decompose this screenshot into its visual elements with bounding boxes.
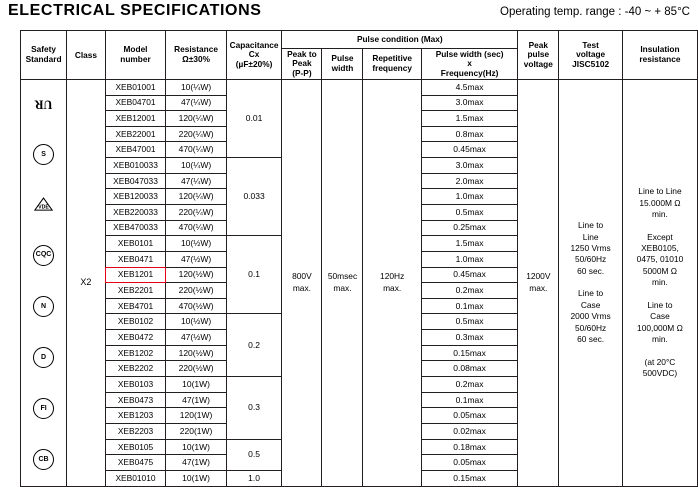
model-number-cell[interactable]: XEB12001 (105, 111, 166, 127)
model-number-cell[interactable]: XEB22001 (105, 126, 166, 142)
header-repetitive-frequency-line-1: Repetitive (372, 53, 412, 64)
test-voltage-value-line: Line to (578, 288, 604, 299)
pulse-width-frequency-cell: 0.25max (421, 220, 517, 236)
header-pw-freq-line-2: x (467, 58, 472, 69)
header-capacitance (226, 31, 281, 80)
header-model-number (105, 31, 166, 80)
resistance-cell: 10(1W) (166, 439, 227, 455)
header-pw-freq-line-1: Pulse width (sec) (435, 48, 504, 59)
insulation-resistance-value-line: min. (652, 333, 668, 344)
repetitive-frequency-value (363, 80, 421, 487)
pulse-width-frequency-cell: 0.02max (421, 423, 517, 439)
table-row[interactable] (21, 80, 698, 96)
resistance-cell: 120(1W) (166, 408, 227, 424)
capacitance-cell: 0.1 (226, 236, 281, 314)
capacitance-cell: 0.033 (226, 157, 281, 235)
class-value (67, 80, 106, 487)
insulation-resistance-value-line: (at 20°C (644, 356, 676, 367)
pulse-width-frequency-cell: 3.0max (421, 95, 517, 111)
insulation-resistance-value-line: Case (650, 311, 670, 322)
header-repetitive-frequency-line-2: frequency (372, 63, 412, 73)
resistance-cell: 120(¼W) (166, 111, 227, 127)
insulation-resistance-value-line: Line to Line (638, 186, 682, 197)
test-voltage-value-line: Line to (578, 220, 604, 231)
pulse-width-frequency-cell: 0.18max (421, 439, 517, 455)
repetitive-frequency-value-line: 120Hz (380, 271, 405, 282)
header-peak-pulse-voltage (518, 31, 559, 80)
insulation-resistance-value-line (623, 288, 697, 299)
header-insulation-resistance (622, 31, 697, 80)
model-number-cell[interactable]: XEB2202 (105, 361, 166, 377)
insulation-resistance-value-line: 15.000M Ω (639, 197, 681, 208)
header-resistance-line-1: Resistance (174, 44, 218, 55)
repetitive-frequency-value-line: max. (383, 282, 402, 293)
svg-text:UR: UR (34, 96, 53, 111)
model-number-cell[interactable]: XEB01001 (105, 80, 166, 96)
ccc-icon: CQC (33, 245, 54, 266)
resistance-cell: 120(½W) (166, 345, 227, 361)
test-voltage-value-line: 60 sec. (577, 333, 605, 344)
resistance-cell: 120(½W) (166, 267, 227, 283)
header-safety-standard (21, 31, 67, 80)
pulse-width-frequency-cell: 0.05max (421, 455, 517, 471)
resistance-cell: 220(½W) (166, 283, 227, 299)
class-value-text: X2 (80, 277, 92, 288)
insulation-resistance-value-line: XEB0105, (641, 243, 679, 254)
test-voltage-value-line: 50/60Hz (575, 322, 607, 333)
header-capacitance-line-2: Cx (248, 49, 260, 60)
header-insulation-resistance-line-1: Insulation (640, 44, 680, 55)
header-resistance-line-2: Ω±30% (182, 54, 210, 64)
fimko-icon: FI (33, 398, 54, 419)
header-model-number-line-1: Model (123, 44, 148, 55)
capacitance-cell: 1.0 (226, 471, 281, 487)
pulse-width-frequency-cell: 1.0max (421, 251, 517, 267)
header-repetitive-frequency (363, 49, 421, 80)
header-test-voltage-line-1: Test (582, 39, 599, 50)
model-number-cell[interactable]: XEB0103 (105, 376, 166, 392)
insulation-resistance-value-line: 0475, 01010 (636, 254, 684, 265)
peak-pulse-voltage-value-line: 1200V (526, 271, 551, 282)
header-test-voltage-line-3: JISC5102 (572, 58, 610, 69)
vde-icon (34, 195, 53, 214)
pulse-width-frequency-cell: 0.45max (421, 142, 517, 158)
header-insulation-resistance-line-2: resistance (639, 54, 681, 64)
header-safety-standard-line-1: Safety (31, 44, 57, 55)
peak-to-peak-value (282, 80, 322, 487)
model-number-cell[interactable]: XEB0105 (105, 439, 166, 455)
pulse-width-value-line: 50msec (327, 271, 358, 282)
resistance-cell: 10(½W) (166, 236, 227, 252)
model-number-cell[interactable]: XEB1201 (105, 267, 166, 283)
insulation-resistance-value-line (623, 345, 697, 356)
header-peak-to-peak-line-3: (P-P) (292, 67, 312, 78)
header-peak-to-peak-line-2: Peak (292, 58, 312, 69)
capacitance-cell: 0.3 (226, 376, 281, 439)
pulse-width-frequency-cell: 4.5max (421, 80, 517, 96)
model-number-cell[interactable]: XEB0475 (105, 455, 166, 471)
header-test-voltage-line-2: voltage (576, 49, 606, 60)
pulse-width-frequency-cell: 1.5max (421, 236, 517, 252)
model-number-cell[interactable]: XEB2203 (105, 423, 166, 439)
safety-standard-icons (21, 80, 67, 487)
resistance-cell: 10(¼W) (166, 80, 227, 96)
pulse-width-frequency-cell: 0.05max (421, 408, 517, 424)
svg-text:VDE: VDE (38, 204, 49, 211)
test-voltage-value-line: 1250 Vrms (570, 243, 611, 254)
header-pulse-width-line-2: width (331, 63, 354, 73)
operating-temp-range: Operating temp. range : -40 ~ + 85°C (500, 6, 690, 18)
model-number-cell[interactable]: XEB470033 (105, 220, 166, 236)
resistance-cell: 220(¼W) (166, 126, 227, 142)
insulation-resistance-value-line: 5000M Ω (642, 265, 678, 276)
header-peak-pulse-voltage-line-2: pulse (527, 49, 550, 60)
page-title: ELECTRICAL SPECIFICATIONS (8, 2, 262, 19)
insulation-resistance-value-line: Line to (647, 299, 673, 310)
header-pulse-condition: Pulse condition (Max) (282, 31, 518, 49)
insulation-resistance-value-line (623, 220, 697, 231)
header-safety-standard-line-2: Standard (25, 54, 62, 64)
pulse-width-value (322, 80, 363, 487)
peak-to-peak-value-line: 800V (292, 271, 312, 282)
resistance-cell: 10(1W) (166, 471, 227, 487)
demko-icon: D (33, 347, 54, 368)
test-voltage-value-line (559, 277, 622, 288)
pulse-width-frequency-cell: 2.0max (421, 173, 517, 189)
pulse-width-frequency-cell: 0.2max (421, 376, 517, 392)
test-voltage-value-line: 2000 Vrms (570, 311, 611, 322)
model-number-cell[interactable]: XEB010033 (105, 157, 166, 173)
cb-icon: CB (33, 449, 54, 470)
model-number-cell[interactable]: XEB0471 (105, 251, 166, 267)
model-number-cell[interactable]: XEB1203 (105, 408, 166, 424)
resistance-cell: 47(1W) (166, 392, 227, 408)
resistance-cell: 220(1W) (166, 423, 227, 439)
pulse-width-frequency-cell: 0.5max (421, 204, 517, 220)
peak-pulse-voltage-value-line: max. (529, 282, 548, 293)
pulse-width-frequency-cell: 0.2max (421, 283, 517, 299)
resistance-cell: 470(¼W) (166, 220, 227, 236)
model-number-cell[interactable]: XEB0472 (105, 330, 166, 346)
resistance-cell: 47(½W) (166, 330, 227, 346)
resistance-cell: 220(½W) (166, 361, 227, 377)
model-number-cell[interactable]: XEB0473 (105, 392, 166, 408)
pulse-width-frequency-cell: 1.0max (421, 189, 517, 205)
electrical-spec-table (20, 30, 698, 487)
model-number-cell[interactable]: XEB01010 (105, 471, 166, 487)
header-pw-freq-line-3: Frequency(Hz) (440, 67, 499, 78)
header-test-voltage (559, 31, 623, 80)
pulse-width-frequency-cell: 0.1max (421, 392, 517, 408)
pulse-width-frequency-cell: 0.5max (421, 314, 517, 330)
resistance-cell: 220(¼W) (166, 204, 227, 220)
pulse-width-frequency-cell: 0.45max (421, 267, 517, 283)
pulse-width-frequency-cell: 0.3max (421, 330, 517, 346)
insulation-resistance-value-line: Except (647, 231, 673, 242)
insulation-resistance-value-line: min. (652, 209, 668, 220)
resistance-cell: 47(¼W) (166, 173, 227, 189)
test-voltage-value-line: 50/60Hz (575, 254, 607, 265)
model-number-cell[interactable]: XEB1202 (105, 345, 166, 361)
peak-pulse-voltage-value (518, 80, 559, 487)
header-class: Class (67, 31, 106, 80)
model-number-cell[interactable]: XEB04701 (105, 95, 166, 111)
insulation-resistance-value-line: 500VDC) (642, 367, 678, 378)
resistance-cell: 47(½W) (166, 251, 227, 267)
header-pulse-width (322, 49, 363, 80)
resistance-cell: 10(¼W) (166, 157, 227, 173)
resistance-cell: 120(¼W) (166, 189, 227, 205)
insulation-resistance-value (622, 80, 697, 487)
model-number-cell[interactable]: XEB0101 (105, 236, 166, 252)
semko-icon: S (33, 144, 54, 165)
pulse-width-value-line: max. (333, 282, 352, 293)
header-pulse-width-line-1: Pulse (331, 53, 354, 64)
capacitance-cell: 0.5 (226, 439, 281, 470)
peak-to-peak-value-line: max. (292, 282, 311, 293)
test-voltage-value (559, 80, 623, 487)
header-peak-pulse-voltage-line-3: voltage (523, 58, 553, 69)
pulse-width-frequency-cell: 0.08max (421, 361, 517, 377)
pulse-width-frequency-cell: 0.1max (421, 298, 517, 314)
pulse-width-frequency-cell: 0.15max (421, 345, 517, 361)
test-voltage-value-line: Case (580, 299, 601, 310)
resistance-cell: 47(¼W) (166, 95, 227, 111)
pulse-width-frequency-cell: 0.15max (421, 471, 517, 487)
table-body (21, 80, 698, 487)
model-number-cell[interactable]: XEB2201 (105, 283, 166, 299)
insulation-resistance-value-line: 100,000M Ω (637, 322, 683, 333)
model-number-cell[interactable]: XEB47001 (105, 142, 166, 158)
resistance-cell: 470(½W) (166, 298, 227, 314)
nemko-icon: N (33, 296, 54, 317)
header-capacitance-line-3: (µF±20%) (235, 58, 273, 69)
model-number-cell[interactable]: XEB4701 (105, 298, 166, 314)
pulse-width-frequency-cell: 3.0max (421, 157, 517, 173)
test-voltage-value-line: Line (582, 231, 599, 242)
header-resistance (166, 31, 227, 80)
capacitance-cell: 0.01 (226, 80, 281, 158)
resistance-cell: 10(½W) (166, 314, 227, 330)
model-number-cell[interactable]: XEB120033 (105, 189, 166, 205)
pulse-width-frequency-cell: 0.8max (421, 126, 517, 142)
pulse-width-frequency-cell: 1.5max (421, 111, 517, 127)
header-capacitance-line-1: Capacitance (229, 39, 279, 50)
capacitance-cell: 0.2 (226, 314, 281, 377)
ul-icon (34, 95, 53, 114)
header-peak-to-peak-line-1: Peak to (287, 48, 317, 59)
resistance-cell: 47(1W) (166, 455, 227, 471)
header-pulse-width-x-frequency (421, 49, 517, 80)
resistance-cell: 470(¼W) (166, 142, 227, 158)
header-model-number-line-2: number (120, 54, 151, 64)
insulation-resistance-value-line: min. (652, 277, 668, 288)
model-number-cell[interactable]: XEB047033 (105, 173, 166, 189)
test-voltage-value-line: 60 sec. (577, 265, 605, 276)
page-header (8, 2, 692, 26)
model-number-cell[interactable]: XEB0102 (105, 314, 166, 330)
header-peak-pulse-voltage-line-1: Peak (528, 39, 549, 50)
resistance-cell: 10(1W) (166, 376, 227, 392)
header-peak-to-peak (282, 49, 322, 80)
model-number-cell[interactable]: XEB220033 (105, 204, 166, 220)
